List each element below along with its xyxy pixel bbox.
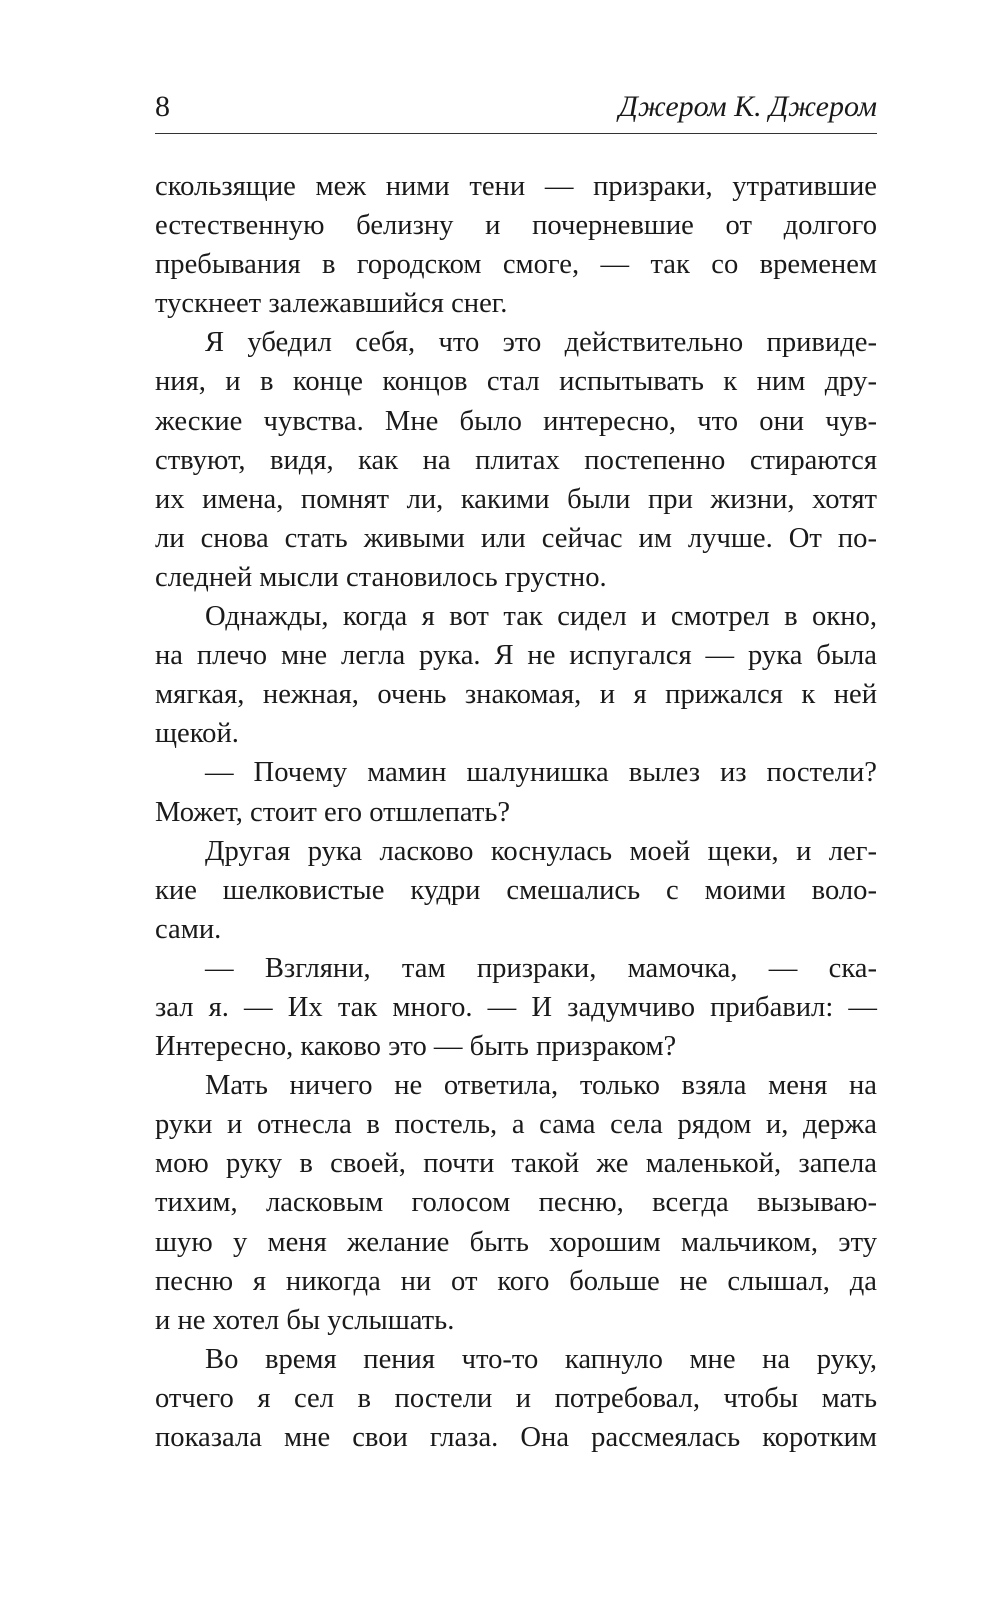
text-line: следней мысли становилось грустно. <box>155 561 607 593</box>
text-line: их имена, помнят ли, какими были при жизни, хотят <box>155 483 877 515</box>
text-line: Может, стоит его отшлепать? <box>155 796 511 828</box>
text-line: пребывания в городском смоге, — так со временем <box>155 249 877 281</box>
text-line: тихим, ласковым голосом песню, всегда вызываю- <box>155 1187 877 1219</box>
text-line: мою руку в своей, почти такой же маленькой, запела <box>155 1148 877 1180</box>
page-number: 8 <box>155 90 170 123</box>
text-line: ли снова стать живыми или сейчас им лучше. От по- <box>155 522 877 554</box>
page-header <box>155 88 877 134</box>
text-line: и не хотел бы услышать. <box>155 1304 455 1336</box>
running-head: Джером К. Джером <box>618 90 877 123</box>
text-line: руки и отнесла в постель, а сама села рядом и, держа <box>155 1109 877 1141</box>
text-line: щекой. <box>155 718 239 750</box>
text-line: мягкая, нежная, очень знакомая, и я прижался к ней <box>155 679 877 711</box>
text-line: жеские чувства. Мне было интересно, что они чув- <box>155 405 877 437</box>
text-line: Интересно, каково это — быть призраком? <box>155 1031 677 1063</box>
text-line: зал я. — Их так много. — И задумчиво прибавил: — <box>155 991 877 1023</box>
text-line: Однажды, когда я вот так сидел и смотрел в окно, <box>205 601 877 633</box>
text-line: Я убедил себя, что это действительно привиде- <box>205 327 877 359</box>
text-line: Мать ничего не ответила, только взяла меня на <box>205 1070 877 1102</box>
text-line: отчего я сел в постели и потребовал, чтобы мать <box>155 1382 877 1414</box>
text-line: сами. <box>155 913 222 945</box>
text-line: Во время пения что-то капнуло мне на руку, <box>205 1343 877 1375</box>
text-line: шую у меня желание быть хорошим мальчиком, эту <box>155 1226 877 1258</box>
text-line: скользящие меж ними тени — призраки, утратившие <box>155 171 877 202</box>
text-line: Другая рука ласково коснулась моей щеки, и лег- <box>205 835 877 867</box>
body-text <box>155 167 877 1457</box>
text-line: — Почему мамин шалунишка вылез из постели? <box>205 757 877 789</box>
text-line: ния, и в конце концов стал испытывать к ним дру- <box>155 366 877 398</box>
text-line: — Взгляни, там призраки, мамочка, — ска- <box>205 952 877 984</box>
text-line: кие шелковистые кудри смешались с моими воло- <box>155 874 877 906</box>
text-line: показала мне свои глаза. Она рассмеялась коротким <box>155 1422 877 1453</box>
text-line: на плечо мне легла рука. Я не испугался — рука была <box>155 640 877 672</box>
text-line: песню я никогда ни от кого больше не слышал, да <box>155 1265 877 1297</box>
text-line: тускнеет залежавшийся снег. <box>155 288 508 320</box>
text-line: естественную белизну и почерневшие от долгого <box>155 210 877 242</box>
text-line: ствуют, видя, как на плитах постепенно стираются <box>155 444 877 476</box>
